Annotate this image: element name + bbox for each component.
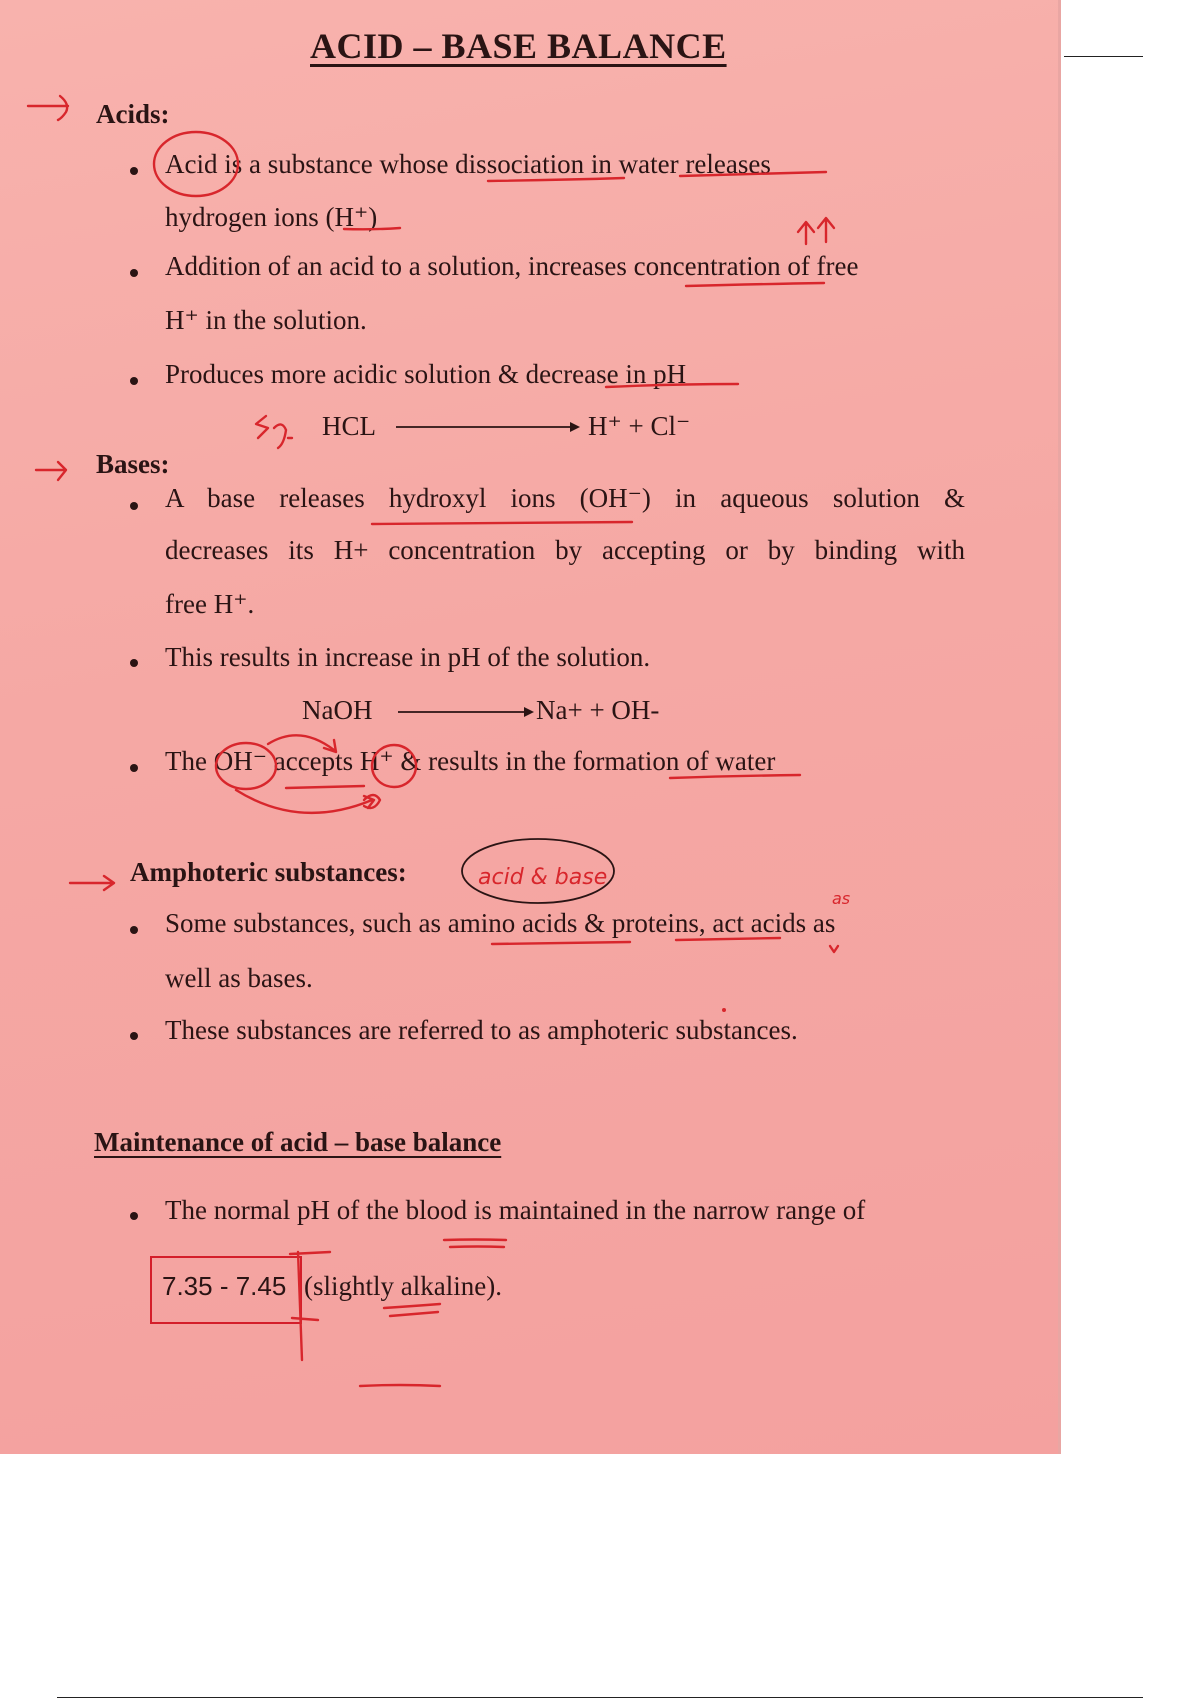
bases-bullet-1-line-2: decreases its H+ concentration by accepting or by binding with <box>165 535 965 565</box>
bullet <box>130 764 138 772</box>
bullet <box>130 926 138 934</box>
amphoteric-bullet-1-line-2: well as bases. <box>165 963 313 993</box>
acids-bullet-2-line-1: Addition of an acid to a solution, increases concentration of free <box>165 251 859 281</box>
bases-heading: Bases: <box>96 449 170 479</box>
ph-range-note: (slightly alkaline). <box>304 1271 502 1301</box>
page-title: ACID – BASE BALANCE <box>310 26 727 66</box>
acids-heading: Acids: <box>96 99 170 129</box>
bullet <box>130 659 138 667</box>
base-equation-reactant: NaOH <box>302 695 373 725</box>
acid-equation-reactant: HCL <box>322 411 376 441</box>
bullet <box>130 502 138 510</box>
amphoteric-heading: Amphoteric substances: <box>130 857 407 887</box>
bases-bullet-1-line-1: A base releases hydroxyl ions (OH⁻) in aqueous solution & <box>165 483 965 513</box>
bullet <box>130 377 138 385</box>
acids-bullet-1-line-1: Acid is a substance whose dissociation in water releases <box>165 149 771 179</box>
bases-bullet-2: This results in increase in pH of the solution. <box>165 642 651 672</box>
bullet <box>130 269 138 277</box>
ph-range-value: 7.35 - 7.45 <box>162 1271 287 1301</box>
acids-bullet-1-line-2: hydrogen ions (H⁺) <box>165 202 378 232</box>
bases-bullet-1-line-3: free H⁺. <box>165 589 255 619</box>
bullet <box>130 1032 138 1040</box>
acids-bullet-2-line-2: H⁺ in the solution. <box>165 305 367 335</box>
acids-bullet-3: Produces more acidic solution & decrease in pH <box>165 359 687 389</box>
bottom-rule <box>57 1697 1143 1698</box>
page-edge <box>1058 0 1061 1454</box>
bullet <box>130 167 138 175</box>
amphoteric-bullet-2: These substances are referred to as amphoteric substances. <box>165 1015 798 1045</box>
svg-text:acid & base: acid & base <box>478 865 608 890</box>
top-right-rule <box>1064 56 1143 57</box>
bases-bullet-3: The OH⁻ accepts H⁺ & results in the formation of water <box>165 746 776 776</box>
maintenance-heading: Maintenance of acid – base balance <box>94 1127 502 1157</box>
maintenance-bullet-1-line-1: The normal pH of the blood is maintained in the narrow range of <box>165 1195 866 1225</box>
bullet <box>130 1212 138 1220</box>
amphoteric-bullet-1-line-1: Some substances, such as amino acids & proteins, act acids as <box>165 908 836 938</box>
acid-equation-products: H⁺ + Cl⁻ <box>588 411 691 441</box>
base-equation-products: Na+ + OH- <box>536 695 660 725</box>
as-handwritten-note: as <box>832 889 851 908</box>
